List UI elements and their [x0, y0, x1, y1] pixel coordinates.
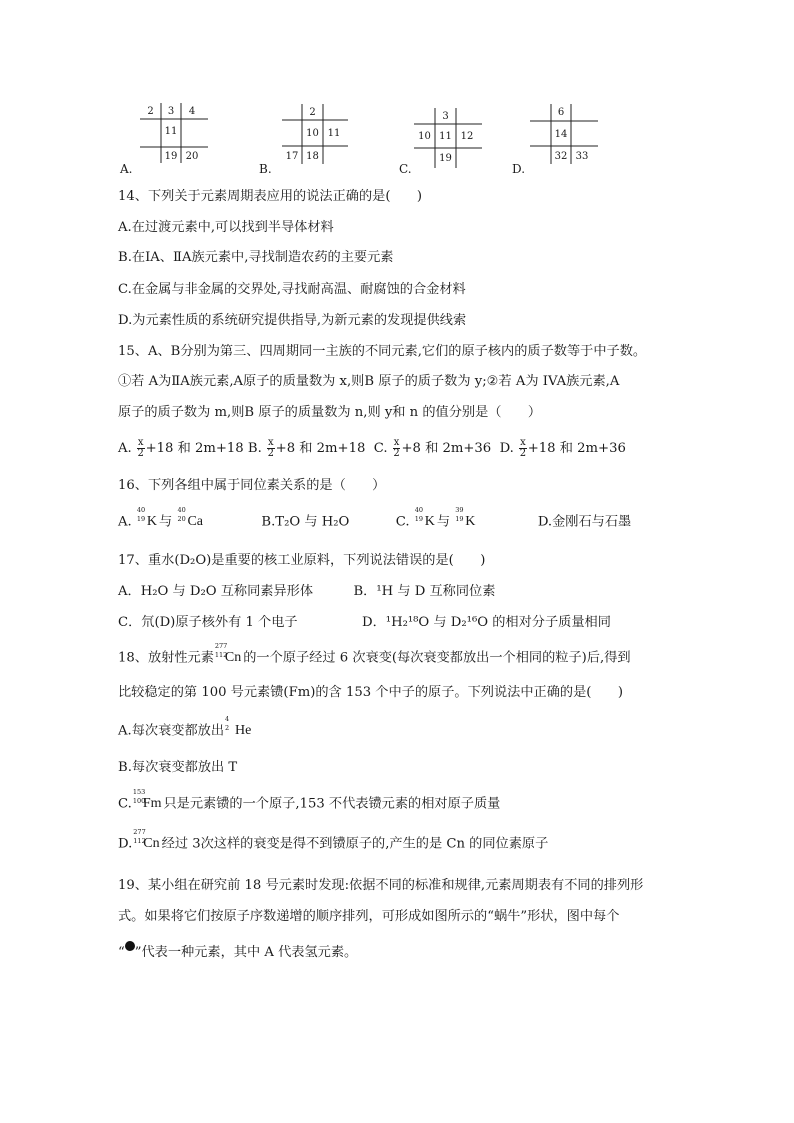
cell: 10: [306, 128, 319, 139]
q17-option-d: D．¹H₂¹⁸O 与 D₂¹⁶O 的相对分子质量相同: [362, 615, 611, 630]
q18-option-c: C. 153 100 Fm 只是元素镄的一个原子,153 不代表镄元素的相对原子质量: [118, 788, 501, 812]
cell: 3: [167, 106, 175, 117]
cell: 19: [439, 153, 452, 164]
q17-option-a: A．H₂O 与 D₂O 互称同素异形体: [118, 584, 314, 599]
cell: 2: [309, 107, 316, 118]
q16-stem: 16、下列各组中属于同位素关系的是（ ）: [118, 478, 386, 493]
q18-option-b: B.每次衰变都放出 T: [118, 760, 238, 775]
q14-option-b: B.在ⅠA、ⅡA族元素中,寻找制造农药的主要元素: [118, 250, 394, 265]
cell: 2: [147, 106, 154, 117]
option-letter: A.: [118, 441, 132, 456]
nuclide-cn277: 277 112 Cn: [133, 828, 160, 851]
option-letter: C.: [373, 441, 388, 456]
q19-line-2: 式。如果将它们按原子序数递增的顺序排列，可形成如图所示的“蜗牛”形状，图中每个: [118, 909, 620, 924]
option-letter: D.: [512, 162, 526, 176]
option-letter: A.: [120, 162, 133, 176]
q19-line-3: “ ”代表一种元素，其中 A 代表氢元素。: [118, 944, 357, 962]
q16-option-b: B.T₂O 与 H₂O: [261, 514, 350, 530]
cell: 33: [575, 151, 589, 162]
option-letter: A.: [118, 514, 132, 530]
cell: 14: [554, 129, 568, 140]
cell: 11: [164, 126, 178, 137]
fraction: $\frac{x}{2}$: [137, 437, 144, 459]
nuclide-fm153: 153 100 Fm: [132, 788, 162, 811]
nuclide-he4: 4 2 He: [225, 715, 252, 738]
nuclide-k40: 40 19 K: [414, 506, 435, 529]
cell: 6: [557, 107, 565, 118]
fraction: $\frac{x}{2}$: [393, 437, 400, 459]
q18-option-a: A.每次衰变都放出 4 2 He: [118, 715, 252, 739]
nuclide-ca40: 40 20 Ca: [177, 506, 203, 529]
q15-options: A. $\frac{x}{2}$ +18 和 2m+18 B. $\frac{x}{2}$ +8 和 2m+18 C. $\frac{x}{2}$ +8 和 2m+36 D. $\frac{x}{2}$ +18 和 2m+36: [118, 437, 626, 459]
nuclide-k39: 39 19 K: [455, 506, 476, 529]
q17-row-2: [118, 614, 611, 632]
q17-option-b: B．¹H 与 D 互称同位素: [353, 584, 496, 599]
option-letter: B.: [259, 162, 272, 176]
q17-row-1: [118, 583, 495, 601]
cell: 3: [442, 111, 449, 122]
cell: 4: [188, 106, 196, 117]
q16-option-d: D.金刚石与石墨: [537, 514, 632, 530]
q14-option-d: D.为元素性质的系统研究提供指导,为新元素的发现提供线索: [118, 313, 467, 328]
cell: 20: [185, 151, 199, 162]
q17-stem: 17、重水(D₂O)是重要的核工业原料，下列说法错误的是( ): [118, 553, 486, 568]
q15-line-3: 原子的质子数为 m,则B 原子的质量数为 n,则 y和 n 的值分别是（ ）: [118, 405, 542, 420]
q18-option-d: D. 277 112 Cn 经过 3次这样的衰变是得不到镄原子的,产生的是 Cn 的同位素原子: [118, 828, 549, 852]
option-letter: D.: [499, 441, 514, 456]
q15-line-2: ①若 A为ⅡA族元素,A原子的质量数为 x,则B 原子的质子数为 y;②若 A为 IVA族元素,A: [118, 374, 620, 389]
q15-line-1: 15、A、B分别为第三、四周期同一主族的不同元素,它们的原子核内的质子数等于中子数。: [118, 344, 647, 359]
q14-option-c: C.在金属与非金属的交界处,寻找耐高温、耐腐蚀的合金材料: [118, 282, 466, 297]
q14-option-a: A.在过渡元素中,可以找到半导体材料: [118, 220, 334, 235]
q18-line-2: 比较稳定的第 100 号元素镄(Fm)的含 153 个中子的原子。下列说法中正确的是( ): [118, 685, 623, 700]
option-letter: C.: [395, 514, 410, 530]
cell: 19: [164, 151, 178, 162]
q16-options: A. 40 19 K 与 40 20 Ca B.T₂O 与 H₂O C. 40 19 K 与 39 19 K D.金刚石与石墨: [118, 506, 632, 530]
cell: 12: [460, 131, 474, 142]
cell: 17: [285, 151, 299, 162]
cell: 32: [554, 151, 568, 162]
nuclide-cn277: 277 112 Cn: [214, 642, 242, 665]
fraction: $\frac{x}{2}$: [267, 437, 274, 459]
cell: 18: [306, 151, 319, 162]
fraction: $\frac{x}{2}$: [519, 437, 527, 459]
black-dot-icon: [125, 941, 135, 951]
cell: 11: [327, 128, 341, 139]
cell: 11: [439, 131, 452, 142]
q17-option-c: C．氘(D)原子核外有 1 个电子: [118, 615, 298, 630]
option-letter: B.: [247, 441, 262, 456]
nuclide-k40: 40 19 K: [136, 506, 158, 529]
q18-line-1: 18、放射性元素 277 112 Cn 的一个原子经过 6 次衰变(每次衰变都放出一个相同的粒子)后,得到: [118, 642, 631, 666]
q14-stem: 14、下列关于元素周期表应用的说法正确的是( ): [118, 189, 423, 204]
option-letter: C.: [399, 162, 412, 176]
q19-line-1: 19、某小组在研究前 18 号元素时发现:依据不同的标准和规律,元素周期表有不同的排列形: [118, 878, 644, 893]
cell: 10: [418, 131, 431, 142]
